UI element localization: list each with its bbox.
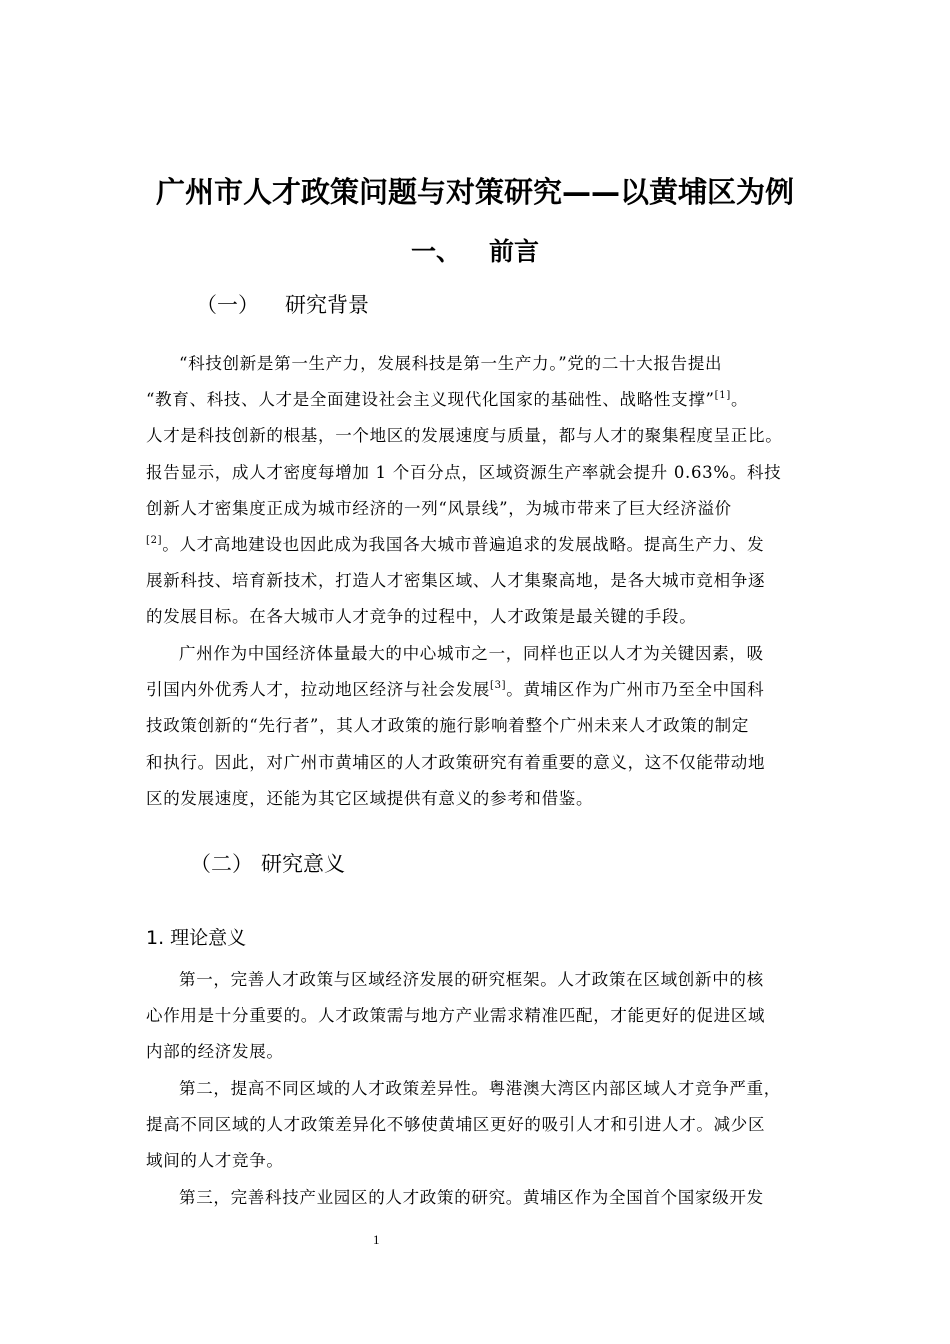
subsection-heading-significance [190, 849, 345, 879]
text-line: “科技创新是第一生产力，发展科技是第一生产力。”党的二十大报告提出 [179, 354, 723, 373]
section-number: 一、 [410, 237, 461, 266]
page-number: 1 [373, 1232, 380, 1247]
text-line: 内部的经济发展。 [146, 1042, 284, 1062]
paragraph-second-point [146, 1071, 846, 1180]
text-span: 引国内外优秀人才，拉动地区经济与社会发展 [146, 680, 490, 700]
text-line [146, 382, 846, 418]
subsection-label: 研究背景 [285, 293, 369, 317]
text-span: 。人才高地建设也因此成为我国各大城市普遍追求的发展战略。提高生产力、发 [162, 535, 765, 555]
text-line [146, 672, 846, 708]
text-line: 第三，完善科技产业园区的人才政策的研究。黄埔区作为全国首个国家级开发 [179, 1188, 764, 1207]
subsection-heading-background [196, 290, 369, 320]
citation-ref: [2] [146, 535, 163, 547]
text-line: 展新科技、培育新技术，打造人才密集区域、人才集聚高地，是各大城市竞相争逐 [146, 571, 766, 591]
text-line: 广州作为中国经济体量最大的中心城市之一，同样也正以人才为关键因素，吸 [179, 644, 764, 663]
text-line: 提高不同区域的人才政策差异化不够使黄埔区更好的吸引人才和引进人才。减少区 [146, 1115, 766, 1135]
text-span: 。黄埔区作为广州市乃至全中国科 [506, 680, 765, 700]
text-line: 报告显示，成人才密度每增加 1 个百分点，区域资源生产率就会提升 0.63%。科技 [146, 462, 782, 482]
subsection-number: （一） [196, 293, 259, 317]
text-line: 的发展目标。在各大城市人才竞争的过程中，人才政策是最关键的手段。 [146, 607, 697, 627]
text-line [146, 527, 846, 563]
text-line: 区的发展速度，还能为其它区域提供有意义的参考和借鉴。 [146, 788, 594, 808]
subsection-label: 研究意义 [261, 852, 345, 876]
section-label: 前言 [489, 237, 540, 266]
text-line: 心作用是十分重要的。人才政策需与地方产业需求精准匹配，才能更好的促进区域 [146, 1006, 766, 1026]
section-heading-preface [0, 234, 950, 270]
paragraph-background [146, 346, 846, 636]
text-line: 技政策创新的“先行者”，其人才政策的施行影响着整个广州未来人才政策的制定 [146, 716, 750, 736]
citation-ref: [1] [714, 390, 731, 402]
subheading-theoretical: 1. 理论意义 [146, 927, 247, 949]
paragraph-guangzhou [146, 636, 846, 817]
text-line: 人才是科技创新的根基，一个地区的发展速度与质量，都与人才的聚集程度呈正比。 [146, 426, 783, 446]
text-line: 第一，完善人才政策与区域经济发展的研究框架。人才政策在区域创新中的核 [179, 970, 764, 989]
text-line: 和执行。因此，对广州市黄埔区的人才政策研究有着重要的意义，这不仅能带动地 [146, 752, 766, 772]
text-line: 创新人才密集度正成为城市经济的一列“风景线”，为城市带来了巨大经济溢价 [146, 498, 732, 518]
paragraph-third-point [146, 1180, 846, 1216]
subsection-number: （二） [190, 852, 253, 876]
text-line: 第二，提高不同区域的人才政策差异性。粤港澳大湾区内部区域人才竞争严重， [179, 1079, 781, 1098]
paragraph-first-point [146, 962, 846, 1071]
citation-ref: [3] [490, 680, 507, 692]
text-span: 。 [730, 390, 749, 410]
text-line: 域间的人才竞争。 [146, 1151, 284, 1171]
text-span: “教育、科技、人才是全面建设社会主义现代化国家的基础性、战略性支撑” [146, 390, 715, 410]
document-title: 广州市人才政策问题与对策研究——以黄埔区为例 [155, 175, 794, 209]
